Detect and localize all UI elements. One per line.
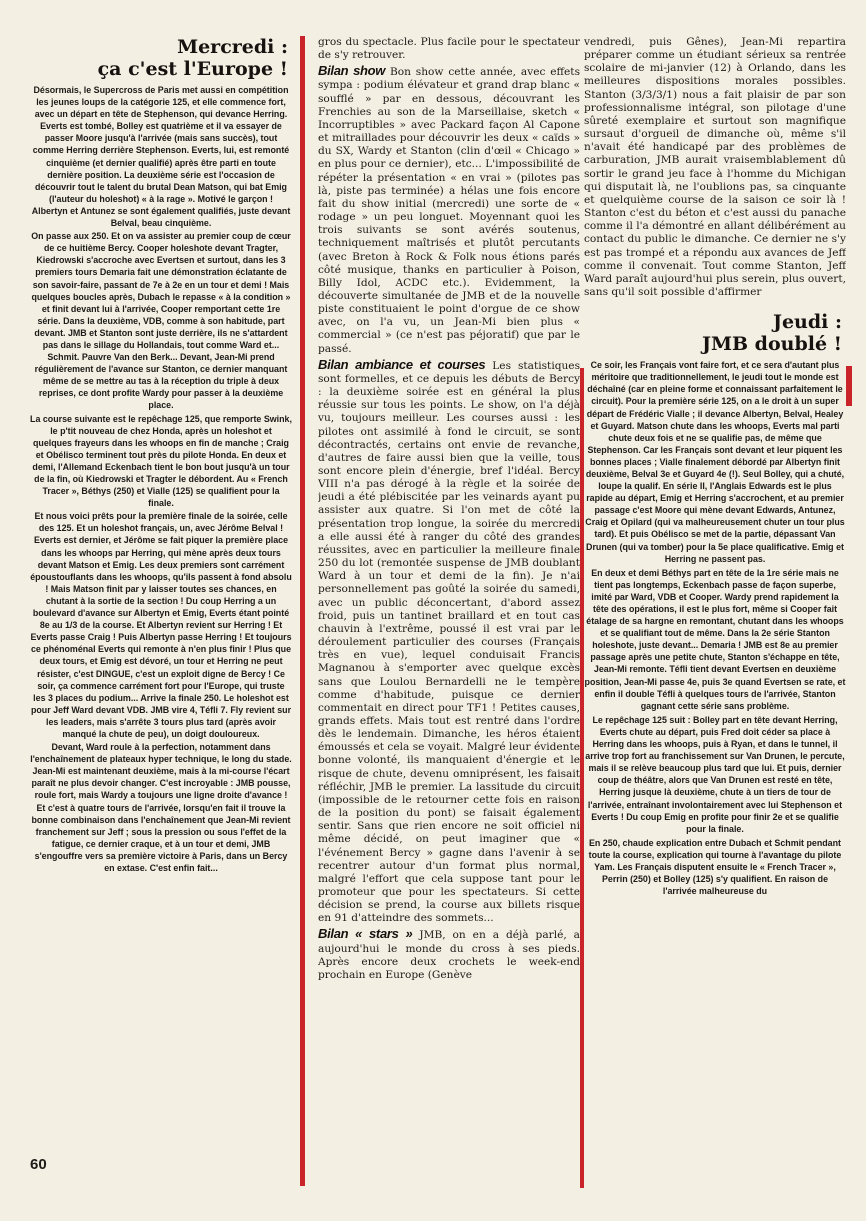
paragraph: Le repêchage 125 suit : Bolley part en tête devant Herring, Everts chute au départ, puis Fred doit céder sa place à Herring dans les whoops, puis à Ryan, et dans le tunnel, il arrive trop fort au franchissement sur Van Drunen, le percute, mais il se relève beaucoup plus tard que lui. Et puis, dernier coup de théâtre, alors que Van Drunen est resté en tête, Herring jusque là deuxième, chute à un tiers de tour de l'arrivée, entraînant involontairement avec lui Stephenson et Everts ! Du coup Emig en profite pour finir 2e et se qualifie pour la finale.	[585, 714, 845, 834]
heading-wednesday	[30, 36, 288, 80]
box-top-rule	[846, 366, 852, 406]
paragraph: La course suivante est le repêchage 125, que remporte Swink, le p'tit nouveau de chez Honda, après un holeshot et quelques frayeurs dans les whoops en fin de manche ; Craig et Obélisco terminent tout près du pilote Honda. En deux et demi, l'Allemand Eckenbach tient le bon bout jusqu'à un tour de la fin, où Kiedrowski et Tragter le débordent. Au « French Tracer », Béthys (250) et Vialle (125) se qualifient pour la finale.	[30, 413, 292, 509]
left-column-rule	[300, 36, 305, 1186]
heading-thursday	[584, 311, 842, 355]
paragraph: Devant, Ward roule à la perfection, notamment dans l'enchaînement de plateaux hyper technique, le long du stade. Jean-Mi est maintenant deuxième, mais à la mi-course l'écart paraît ne plus devoir changer. C'est incroyable : JMB pousse, roule fort, mais Wardy a toujours une ligne droite d'avance ! Et c'est à quatre tours de l'arrivée, lorsqu'en fait il trouve la bonne combinaison dans l'enchaînement que Jean-Mi revient franchement sur Jeff ; sous la pression ou sous l'effet de la fatigue, ce dernier craque, et à un tour et demi, JMB s'engouffre vers sa première victoire à Paris, dans un Bercy en extase. C'est enfin fait...	[30, 742, 292, 873]
paragraph: vendredi, puis Gênes), Jean-Mi repartira préparer comme un étudiant sérieux sa rentrée scolaire de mi-janvier (12) à Orlando, dans les meilleures dispositions morales possibles. Stanton (3/3/3/1) nous a fait plaisir de par son professionnalisme intégral, son pilotage d'une sûreté exemplaire et surtout son magnifique sursaut d'orgueil de dimanche où, même s'il n'avait été handicapé par des problèmes de carburation, JMB aurait vraisemblablement dû sortir le grand jeu face à l'homme du Michigan qui disputait là, ne l'oublions pas, sa cinquante et quelquième course de la saison ce soir là ! Stanton c'est du béton et c'est aussi du panache comme il l'a démontré en allant délibérément au contact du public le dimanche. Ce dernier ne s'y est pas trompé et a répondu aux avances de Jeff comme il convenait. Tout comme Stanton, Jeff Ward paraît aujourd'hui plus serein, plus ouvert, sans qu'il soit possible d'affirmer	[584, 36, 846, 298]
intro-text: gros du spectacle. Plus facile pour le spectateur de s'y retrouver.	[318, 36, 580, 62]
box-thursday	[584, 307, 846, 897]
section-head: Bilan ambiance et courses	[318, 356, 486, 372]
heading-line1: Mercredi :	[177, 36, 288, 58]
paragraph: En 250, chaude explication entre Dubach et Schmit pendant toute la course, explication qui tourne à l'avantage du pilote Yam. Les Français disputent ensuite le « French Tracer », Perrin (250) et Bolley (125) s'y qualifient. En raison de l'arrivée malheureuse du	[588, 837, 842, 897]
heading-line2: JMB doublé !	[701, 333, 842, 356]
section-head: Bilan « stars »	[318, 926, 413, 942]
heading-line1: Jeudi :	[772, 311, 842, 334]
paragraph: Désormais, le Supercross de Paris met aussi en compétition les jeunes loups de la catégorie 125, et elle commence fort, avec un départ en tête de Stephenson, qui devance Herring. Everts est tombé, Bolley est quatrième et il va essayer de passer Moore jusqu'à l'arrivée (mais sans succès), tout comme Herring derrière Stephenson. Everts, lui, est remonté cinquième (et dernier qualifié) après être parti en toute dernière position. La deuxième série est l'occasion de découvrir tout le talent du brutal Dean Matson, qui bat Emig (l'auteur du holeshot) « à la rage ». Motivé le garçon ! Albertyn et Antunez se sont également qualifiés, juste devant Belval, beau cinquième.	[31, 85, 291, 229]
section-bilan-stars	[318, 927, 580, 982]
paragraph: On passe aux 250. Et on va assister au premier coup de cœur de ce huitième Bercy. Cooper holeshote devant Tragter, Kiedrowski s'accroche avec Evertsen et surtout, dans les 3 premiers tours Demaria fait une démonstration éclatante de son savoir-faire, passant de 7e à 2e en un tour et demi ! Mais quelques boucles après, Dubach le repasse « à la condition » et finit devant lui à l'arrivée, Cooper remportant cette 1re série. Dans la deuxième, VDB, comme à son habitude, part devant. JMB et Stanton sont juste derrière, ils ne s'attardent pas dans le sillage du Hollandais, tout comme Ward et... Schmit. Pauvre Van den Berk... Devant, Jean-Mi prend régulièrement de l'avance sur Stanton, ce dernier manquant même de se mettre au tas à la réception du triple à deux reprises, ce dont profite Wardy pour passer à la deuxième place.	[31, 231, 291, 411]
section-bilan-show	[318, 64, 580, 355]
column-bilan	[318, 36, 580, 1186]
section-text: JMB, on en a déjà parlé, a aujourd'hui le monde du cross à ses pieds. Après encore deux crochets le week-end prochain en Europe (Genève	[318, 929, 580, 981]
section-text: Bon show cette année, avec effets sympa : podium élévateur et grand drap blanc « soufflé » par en dessous, découvrant les Frenchies au son de la Marseillaise, sketch « Incorruptibles » avec Packard façon Al Capone et mitraillades pour découvrir les deux « caïds » du SX, Wardy et Stanton (clin d'œil « Chicago » en plus pour ce dernier), etc... L'impossibilité de répéter la présentation « en vrai » (pilotes pas là, piste pas terminée) a hélas une fois encore fait du show initial (mercredi) une sorte de « rodage » un peu longuet. Moyennant quoi les trois suivants se sont avérés soutenus, techniquement maîtrisés et plutôt percutants (avec Breton à Rock & Folk nous étions parés côté musique, thanks en particulier à Poison, Billy Idol, ACDC etc.). Evidemment, la découverte simultanée de JMB et de la nouvelle piste constituaient le point d'orgue de ce show avec, on l'a vu, un Jean-Mi bien plus « commercial » (ce n'est pas péjoratif) que par le passé.	[318, 66, 580, 355]
paragraph: En deux et demi Béthys part en tête de la 1re série mais ne tient pas longtemps, Eckenbach passe de façon superbe, imité par Ward, VDB et Cooper. Wardy prend rapidement la tête des opérations, il est le plus fort, même si Cooper fait étalage de sa hargne en remontant, chutant dans les whoops et se qualifiant tout de même. Dans la 2e série Stanton holeshote, juste devant... Demaria ! JMB est 8e au premier passage après une petite chute, Stanton s'échappe en tête, Jean-Mi remonte. Téfli tient devant Evertsen en deuxième position, Jean-Mi passe 4e, puis 3e quand Evertsen se rate, et enfin il double Téfli à quelques tours de l'arrivée, Stanton gagnant cette série sans problème.	[584, 567, 846, 711]
section-text: Les statistiques sont formelles, et ce depuis les débuts de Bercy : la deuxième soirée est en général la plus réussie sur tous les points. Le show, on l'a déjà vu, toujours meilleur. Les courses aussi : les pilotes ont assimilé à fond le circuit, se sont décontractés, certains ont envie de revanche, d'autres de faire aussi bien que la veille, tous sont encore plein d'énergie, bref l'idéal. Bercy VIII n'a pas dérogé à la règle et la soirée de jeudi a été plébiscitée par les veinards ayant pu assister aux quatre. Si l'on met de côté la présentation trop longue, la soirée du mercredi a elle aussi été à ranger du côté des grandes réussites, avec en particulier la meilleure finale 250 du lot (remontée suspense de JMB doublant Ward à un tour et demi de la fin). Je n'ai personnellement pas goûté la soirée du samedi, avec un public déconcertant, d'abord assez froid, puis un tantinet braillard et en tout cas chauvin à l'extrême, poussé il est vrai par le déroulement particulier des courses (Français très en vue), lequel conduisait Francis Magnanou à s'emporter avec quelque excès sans que Loulou Bernardelli ne le tempère comme d'habitude, puisque ce dernier commentait en direct pour TF1 ! Petites causes, grands effets. Mais tout est rentré dans l'ordre dès le lendemain. Dimanche, les héros étaient émoussés et cela se voyait. Malgré leur évidente bonne volonté, ils manquaient d'énergie et le risque de chute, devenu omniprésent, les faisait réfléchir, JMB le premier. La lassitude du circuit (impossible de le retourner cette fois en raison de la position du pont) se faisait également sentir. Sans que rien encore ne soit officiel ni même décidé, on peut imaginer que « l'événement Bercy » gagne dans l'avenir à se recentrer autour d'un format plus normal, malgré l'effort que cela suppose tant pour le promoteur que pour les spectateurs. Si cette décision se prend, la course aux billets risque en 91 d'atteindre des sommets...	[318, 359, 580, 925]
section-head: Bilan show	[318, 63, 386, 79]
column-continuation	[584, 36, 846, 1186]
heading-line2: ça c'est l'Europe !	[97, 58, 288, 80]
section-bilan-ambiance	[318, 358, 580, 926]
column-wednesday	[30, 36, 292, 1186]
page-number: 60	[30, 1156, 47, 1173]
paragraph: Et nous voici prêts pour la première finale de la soirée, celle des 125. Et un holeshot français, un, avec Jérôme Belval ! Everts est dernier, et Jérôme se fait piquer la première place dans les whoops par Herring, qui mène après deux tours devant Matson et Emig. Les deux premiers sont carrément époustouflants dans les whoops, qu'ils passent à fond absolu ! Mais Matson finit par y laisser toutes ses chances, en chutant à la sortie de la section ! Du coup Herring a un boulevard d'avance sur Albertyn et Emig, Everts étant pointé 8e au 1/3 de la course. Et Albertyn revient sur Herring ! Et Everts passe Craig ! Puis Albertyn passe Herring ! Et toujours ce phénoménal Everts qui remonte à n'en plus finir ! Plus que deux tours, et Emig est dévoré, un tour et Herring ne peut résister, c'est DINGUE, c'est un exploit digne de Bercy ! Ce soir, ça commence carrément fort pour l'Europe, qui truste les 3 places du podium... Arrive la finale 250. Le holeshot est pour Jeff Ward devant VDB. JMB vire 4, Téfli 7. Fly revient sur les leaders, mais s'arrête 3 tours plus tard (après avoir manqué la chute de peu), un doigt douloureux.	[30, 511, 292, 739]
paragraph: Ce soir, les Français vont faire fort, et ce sera d'autant plus méritoire que traditionnellement, le jeudi tout le monde est déchaîné (car en pleine forme et connaissant parfaitement le circuit). Pour la première série 125, on a le droit à un super départ de Frédéric Vialle ; il devance Albertyn, Belval, Healey et Guyard. Matson chute dans les whoops, Everts mal parti chute deux fois et ne se qualifie pas, de même que Stephenson. Car les Français sont devant et leur piquent les bonnes places ; Vialle finalement débordé par Albertyn finit deuxième, Belval 3e et Guyard 4e (!). Seul Bolley, qui a chuté, loupe la qualif. En série II, l'Anglais Edwards est le plus rapide au départ, Emig et Herring s'accrochent, et au premier passage c'est Moore qui mène devant Edwards, Antunez, Craig et Opilard (qui va malheureusement chuter un tour plus tard). Et puis Obélisco se met de la partie, dépassant Van Drunen (qui va tomber) pour la 5e place qualificative. Emig et Herring ne passent pas.	[585, 360, 845, 564]
